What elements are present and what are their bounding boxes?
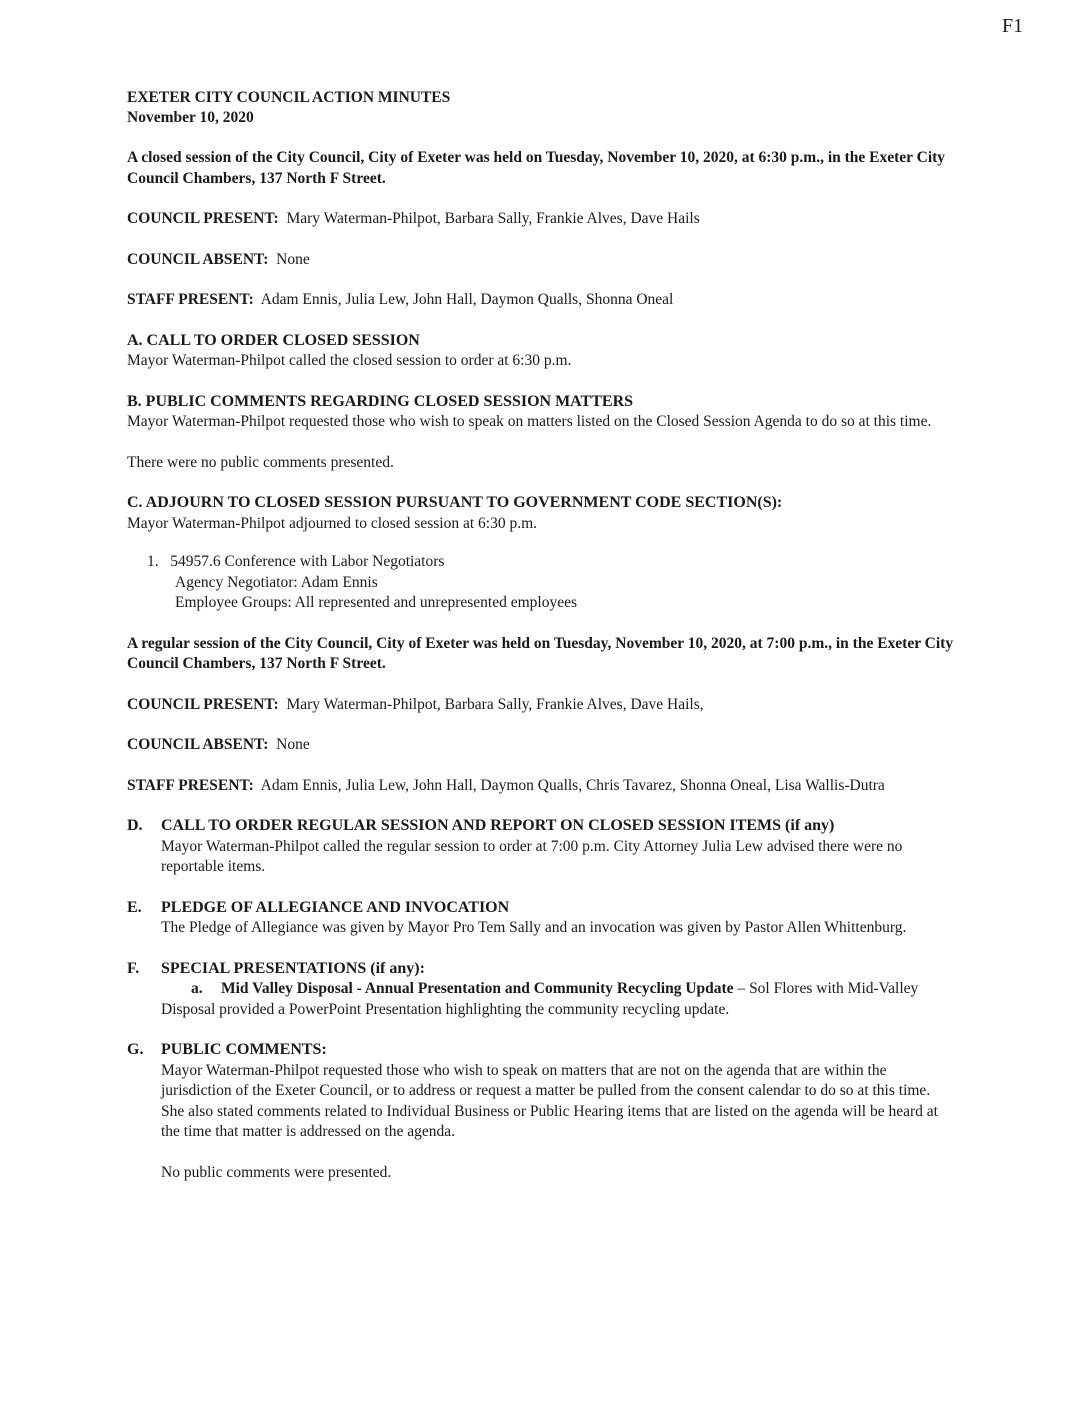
section-g-title: PUBLIC COMMENTS: <box>161 1041 327 1058</box>
section-b-text-2: There were no public comments presented. <box>127 453 394 471</box>
section-g-text-2: No public comments were presented. <box>161 1163 392 1181</box>
closed-staff-present-label: STAFF PRESENT: <box>127 291 254 308</box>
section-d-heading <box>127 816 957 837</box>
closed-session-intro: A closed session of the City Council, City of Exeter was held on Tuesday, November 10, 2020, at 6:30 p.m., in the Exeter City Council Chambers, 137 North F Street. <box>127 149 946 187</box>
section-a-heading: A. CALL TO ORDER CLOSED SESSION <box>127 331 420 349</box>
section-f-sub-text-rest: with Mid-Valley Disposal provided a PowerPoint Presentation highlighting the community recycling update. <box>161 980 919 1018</box>
section-f-sub-text-start: – Sol Flores <box>733 980 813 997</box>
regular-council-present <box>127 695 957 716</box>
section-f-letter: F. <box>127 959 140 977</box>
regular-council-absent-names: None <box>276 736 310 753</box>
section-e-text: The Pledge of Allegiance was given by Mayor Pro Tem Sally and an invocation was given by Pastor Allen Whittenburg. <box>161 919 907 936</box>
section-a-text: Mayor Waterman-Philpot called the closed session to order at 6:30 p.m. <box>127 352 572 369</box>
closed-council-present-names: Mary Waterman-Philpot, Barbara Sally, Frankie Alves, Dave Hails <box>286 210 700 227</box>
closed-council-absent-names: None <box>276 250 310 268</box>
document-title: EXETER CITY COUNCIL ACTION MINUTES <box>127 89 451 106</box>
closed-council-absent-label: COUNCIL ABSENT: <box>127 250 269 268</box>
section-d-letter: D. <box>127 817 143 834</box>
section-c-item-line-3: Employee Groups: All represented and unrepresented employees <box>175 594 578 611</box>
closed-council-present <box>127 209 957 230</box>
regular-staff-present-names: Adam Ennis, Julia Lew, John Hall, Daymon Qualls, Chris Tavarez, Shonna Oneal, Lisa Wallis-Dutra <box>260 776 885 794</box>
section-b-text: Mayor Waterman-Philpot requested those who wish to speak on matters listed on the Closed Session Agenda to do so at this time. <box>127 413 932 430</box>
regular-council-absent <box>127 735 957 756</box>
document-date: November 10, 2020 <box>127 109 254 126</box>
closed-staff-present <box>127 290 957 311</box>
section-g-text: Mayor Waterman-Philpot requested those who wish to speak on matters that are not on the agenda that are within the jurisdiction of the Exeter Council, or to address or request a matter be pulled from the consent calendar to do so at this time. She also stated comments related to Individual Business or Public Hearing items that are listed on the agenda will be heard at the time that matter is addressed on the agenda. <box>161 1061 938 1140</box>
section-g-letter: G. <box>127 1041 144 1058</box>
closed-staff-present-names: Adam Ennis, Julia Lew, John Hall, Daymon Qualls, Shonna Oneal <box>260 291 674 308</box>
closed-council-present-label: COUNCIL PRESENT: <box>127 210 279 227</box>
closed-council-absent <box>127 250 957 271</box>
section-c-item-list <box>127 552 957 614</box>
regular-council-absent-label: COUNCIL ABSENT: <box>127 736 269 753</box>
section-e-letter: E. <box>127 898 142 916</box>
section-f-heading <box>127 959 957 980</box>
section-f-sub-letter: a. <box>191 980 203 997</box>
section-f-sub-title: Mid Valley Disposal - Annual Presentation and Community Recycling Update <box>221 980 734 997</box>
section-g-heading <box>127 1040 957 1061</box>
regular-council-present-names: Mary Waterman-Philpot, Barbara Sally, Frankie Alves, Dave Hails, <box>286 695 704 713</box>
section-e <box>127 898 957 939</box>
section-d-title: CALL TO ORDER REGULAR SESSION AND REPORT ON CLOSED SESSION ITEMS (if any) <box>161 817 835 834</box>
section-c-heading: C. ADJOURN TO CLOSED SESSION PURSUANT TO GOVERNMENT CODE SECTION(S): <box>127 494 783 511</box>
section-c-item-line-1: 54957.6 Conference with Labor Negotiators <box>170 553 445 570</box>
section-d-text: Mayor Waterman-Philpot called the regular session to order at 7:00 p.m. City Attorney Julia Lew advised there were no reportable items. <box>161 837 903 875</box>
section-f-subitem <box>127 979 957 1020</box>
regular-staff-present-label: STAFF PRESENT: <box>127 776 254 794</box>
section-f <box>127 959 957 1021</box>
page-number: F1 <box>1002 15 1024 37</box>
section-c-item-line-2: Agency Negotiator: Adam Ennis <box>175 573 378 591</box>
section-c-item-number: 1. <box>147 553 159 570</box>
section-f-title: SPECIAL PRESENTATIONS (if any): <box>161 959 425 977</box>
regular-council-present-label: COUNCIL PRESENT: <box>127 695 279 713</box>
section-c-item-1 <box>147 552 957 573</box>
section-e-heading <box>127 898 957 919</box>
section-b-heading: B. PUBLIC COMMENTS REGARDING CLOSED SESSION MATTERS <box>127 392 634 410</box>
regular-session-intro: A regular session of the City Council, City of Exeter was held on Tuesday, November 10, 2020, at 7:00 p.m., in the Exeter City Council Chambers, 137 North F Street. <box>127 634 954 672</box>
section-d <box>127 816 957 878</box>
section-g <box>127 1040 957 1183</box>
section-c-text: Mayor Waterman-Philpot adjourned to closed session at 6:30 p.m. <box>127 514 538 532</box>
section-e-title: PLEDGE OF ALLEGIANCE AND INVOCATION <box>161 898 510 916</box>
minutes-body <box>127 88 957 1183</box>
regular-staff-present <box>127 776 957 797</box>
